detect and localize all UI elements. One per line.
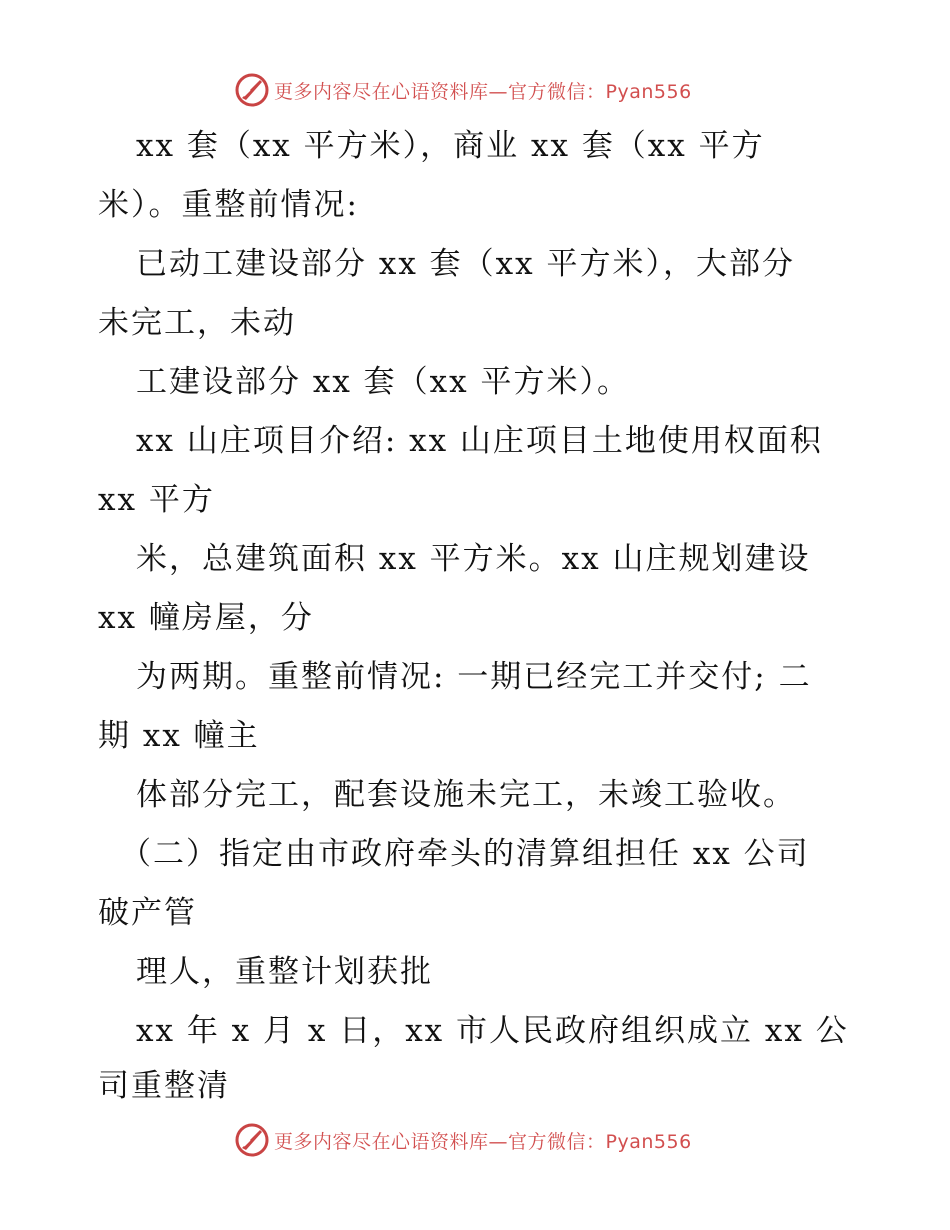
text-line: 已动工建设部分 xx 套（xx 平方米），大部分 [136, 246, 795, 282]
text-line: 司重整清 [98, 1068, 230, 1104]
text-line: 为两期。重整前情况: 一期已经完工并交付; 二 [136, 659, 812, 695]
text-line: 理人，重整计划获批 [136, 954, 433, 990]
text-line: 体部分完工，配套设施未完工，未竣工验收。 [136, 777, 796, 813]
footer-watermark [0, 1120, 950, 1160]
text-line: xx 山庄项目介绍: xx 山庄项目土地使用权面积 [136, 423, 823, 459]
text-line: 米，总建筑面积 xx 平方米。xx 山庄规划建设 [136, 541, 811, 577]
text-line: 破产管 [98, 895, 197, 931]
text-line: 未完工，未动 [98, 305, 296, 341]
text-line: xx 平方 [98, 482, 215, 518]
text-line: 期 xx 幢主 [98, 718, 260, 754]
text-line: （二）指定由市政府牵头的清算组担任 xx 公司 [120, 836, 810, 872]
watermark-text: 更多内容尽在心语资料库—官方微信：Pyan556 [274, 1131, 692, 1153]
watermark-text: 更多内容尽在心语资料库—官方微信：Pyan556 [274, 81, 692, 103]
text-line: xx 套（xx 平方米），商业 xx 套（xx 平方 [136, 128, 765, 164]
text-line: 工建设部分 xx 套（xx 平方米）。 [136, 364, 630, 400]
quill-logo-icon [234, 1122, 270, 1158]
text-line: xx 年 x 月 x 日，xx 市人民政府组织成立 xx 公 [136, 1013, 849, 1049]
text-line: 米）。重整前情况: [98, 187, 359, 223]
text-line: xx 幢房屋，分 [98, 600, 314, 636]
